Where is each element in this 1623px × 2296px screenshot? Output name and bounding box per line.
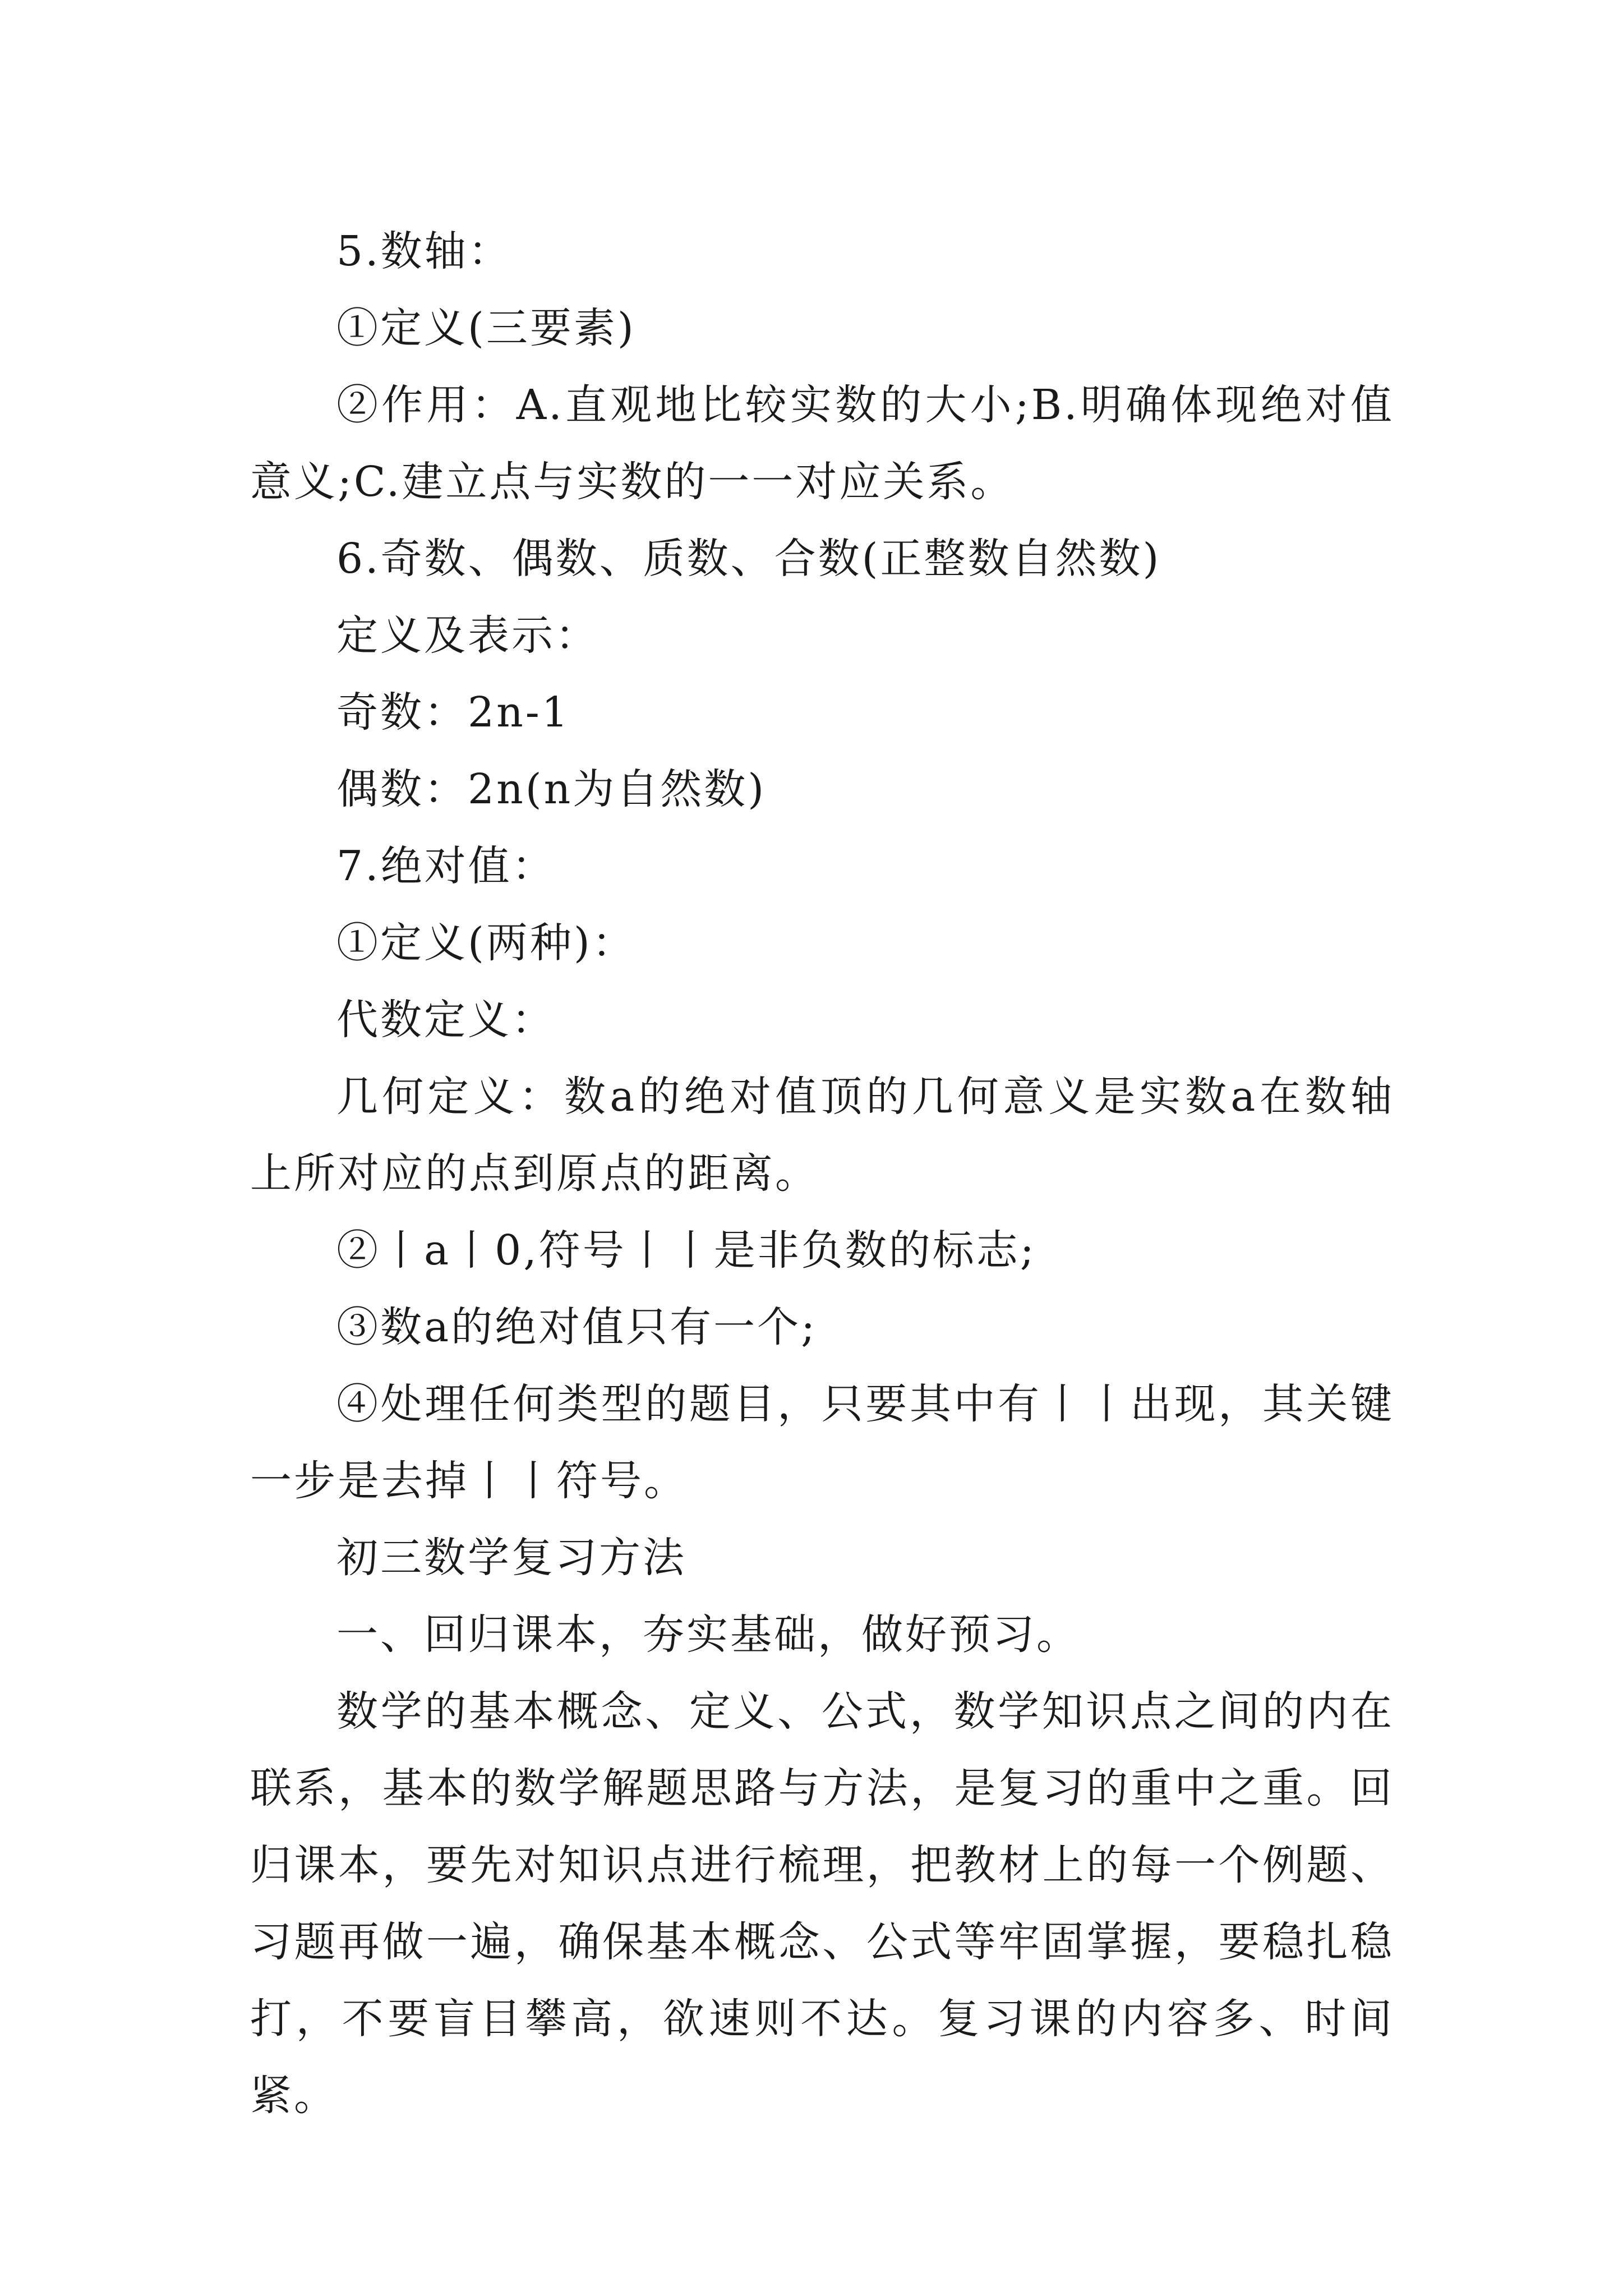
list-item: ①定义(两种)： [336, 919, 636, 967]
list-item: ③数a的绝对值只有一个; [336, 1303, 818, 1351]
paragraph: 偶数：2n(n为自然数) [336, 765, 767, 813]
paragraph: 定义及表示： [336, 611, 599, 660]
paragraph: 代数定义： [336, 996, 555, 1044]
document-body [250, 213, 1394, 2134]
paragraph: 几何定义：数a的绝对值顶的几何意义是实数a在数轴上所对应的点到原点的距离。 [250, 1073, 1394, 1198]
list-item: ②作用：A.直观地比较实数的大小;B.明确体现绝对值意义;C.建立点与实数的一一对应关系。 [250, 381, 1394, 506]
list-item: ④处理任何类型的题目，只要其中有丨丨出现，其关键一步是去掉丨丨符号。 [250, 1380, 1394, 1505]
paragraph: 奇数：2n-1 [336, 688, 570, 737]
section-heading-number-line: 5.数轴： [336, 227, 512, 275]
section-heading-review-methods: 初三数学复习方法 [336, 1534, 686, 1582]
paragraph: 数学的基本概念、定义、公式，数学知识点之间的内在联系，基本的数学解题思路与方法，是复习的重中之重。回归课本，要先对知识点进行梳理，把教材上的每一个例题、习题再做一遍，确保基本概念、公式等牢固掌握，要稳扎稳打，不要盲目攀高，欲速则不达。复习课的内容多、时间紧。 [250, 1687, 1394, 2120]
section-heading-absolute-value: 7.绝对值： [336, 842, 556, 890]
section-heading-number-types: 6.奇数、偶数、质数、合数(正整数自然数) [336, 535, 1161, 583]
list-item: ①定义(三要素) [336, 304, 636, 352]
subheading: 一、回归课本，夯实基础，做好预习。 [336, 1611, 1080, 1659]
list-item: ②丨a丨0,符号丨丨是非负数的标志; [336, 1226, 1036, 1274]
